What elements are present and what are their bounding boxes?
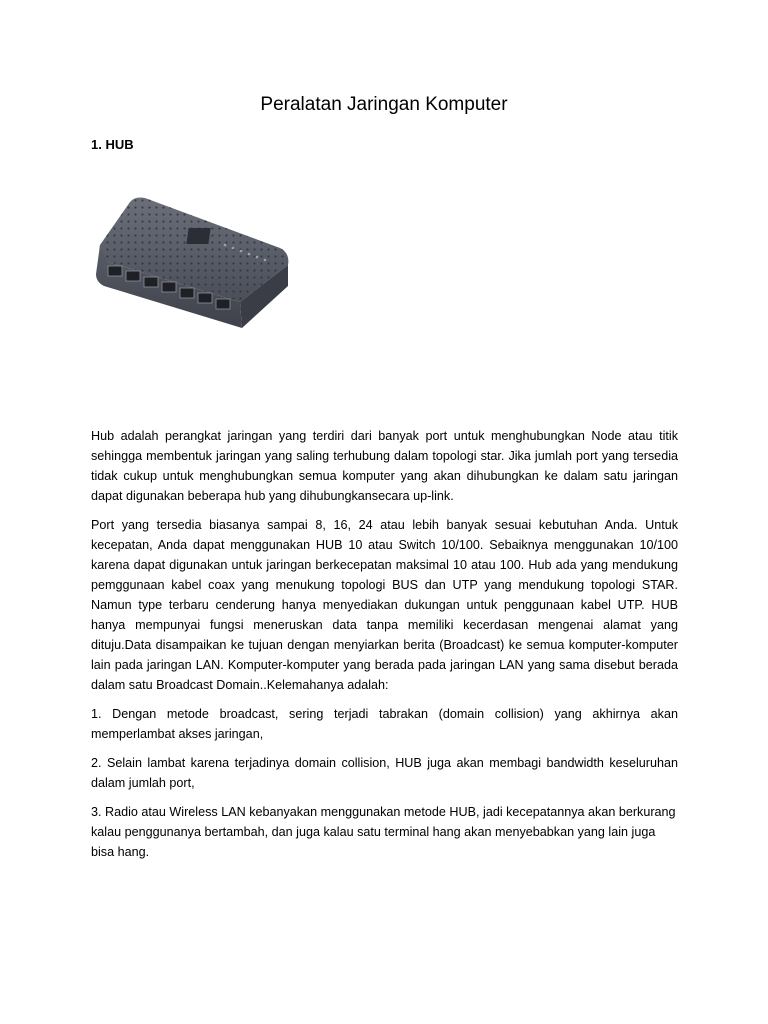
- paragraph-weakness-1: 1. Dengan metode broadcast, sering terjadi tabrakan (domain collision) yang akhirnya akan memperlambat akses jaringan,: [91, 707, 678, 741]
- section-heading: 1. HUB: [91, 137, 134, 152]
- network-hub-icon: [90, 190, 295, 350]
- body-text: [91, 426, 678, 871]
- paragraph-weakness-3: 3. Radio atau Wireless LAN kebanyakan menggunakan metode HUB, jadi kecepatannya akan berkurang kalau penggunanya bertambah, dan juga kalau satu terminal hang akan menyebabkan yang lain juga bisa hang.: [91, 805, 676, 859]
- paragraph-intro: Hub adalah perangkat jaringan yang terdiri dari banyak port untuk menghubungkan Node atau titik sehingga membentuk jaringan yang saling terhubung dalam topologi star. Jika jumlah port yang tersedia tidak cukup untuk menghubungkan semua komputer yang akan dihubungkan ke dalam satu jaringan dapat digunakan beberapa hub yang dihubungkansecara up-link.: [91, 429, 678, 503]
- page-title: Peralatan Jaringan Komputer: [260, 94, 508, 115]
- hub-image: [90, 190, 295, 350]
- paragraph-ports: Port yang tersedia biasanya sampai 8, 16, 24 atau lebih banyak sesuai kebutuhan Anda. Untuk kecepatan, Anda dapat menggunakan HUB 10 atau Switch 10/100. Sebaiknya menggunakan 10/100 karena dapat digunakan untuk jaringan berkecepatan maksimal 10 atau 100. Hub ada yang mendukung pemggunaan kabel coax yang menukung topologi BUS dan UTP yang mendukung topologi STAR. Namun type terbaru cenderung hanya menyediakan dukungan untuk penggunaan kabel UTP. HUB hanya mempunyai fungsi meneruskan data tanpa memiliki kecerdasan mengenai alamat yang dituju.Data disampaikan ke tujuan dengan menyiarkan berita (Broadcast) ke semua komputer-komputer lain pada jaringan LAN. Komputer-komputer yang berada pada jaringan LAN yang sama disebut berada dalam satu Broadcast Domain..Kelemahanya adalah:: [91, 518, 678, 692]
- paragraph-weakness-2: 2. Selain lambat karena terjadinya domain collision, HUB juga akan membagi bandwidth keseluruhan dalam jumlah port,: [91, 756, 678, 790]
